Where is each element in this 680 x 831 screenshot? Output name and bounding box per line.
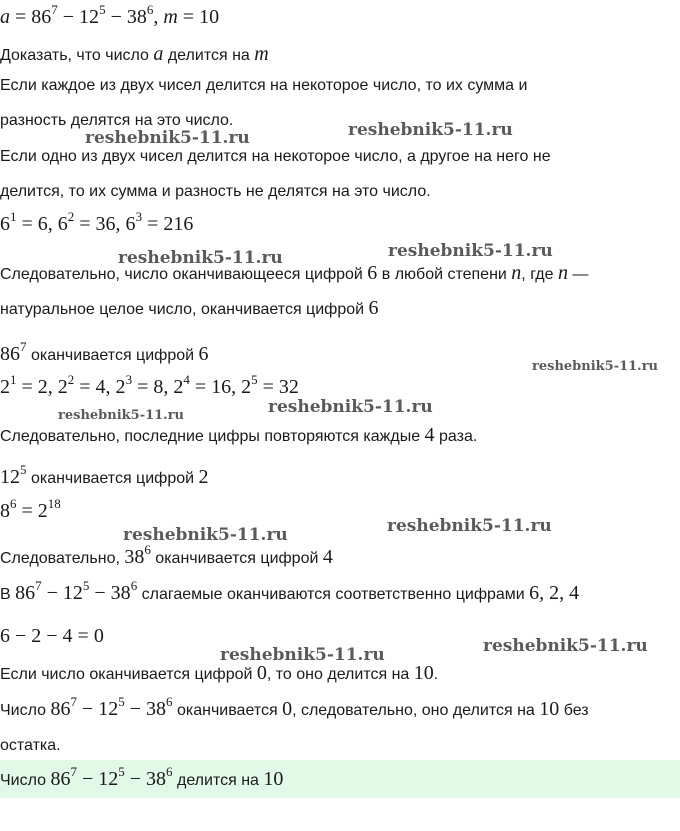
watermark: reshebnik5-11.ru bbox=[118, 248, 283, 268]
digit-difference: 6 − 2 − 4 = 0 bbox=[0, 625, 104, 647]
rule-nondiv-line-1: Если одно из двух чисел делится на некоторое число, а другое на него не bbox=[0, 148, 551, 165]
watermark: reshebnik5-11.ru bbox=[532, 359, 659, 374]
final-answer: Число $86^7 - 12^5 - 38^6$ делится на 10 bbox=[0, 764, 284, 790]
task-statement: Доказать, что число a делится на m bbox=[0, 43, 269, 65]
conclusion-line-2: остатка. bbox=[0, 737, 61, 754]
watermark: reshebnik5-11.ru bbox=[387, 516, 552, 536]
two-cycle-conclusion: Следовательно, последние цифры повторяются каждые 4 раза. bbox=[0, 424, 478, 446]
watermark: reshebnik5-11.ru bbox=[268, 397, 433, 417]
powers-of-six: $6^1 = 6$, $6^2 = 36$, $6^3 = 216$ bbox=[0, 209, 194, 235]
watermark: reshebnik5-11.ru bbox=[348, 120, 513, 140]
rule-sum-line-2: разность делятся на это число. bbox=[0, 112, 234, 129]
watermark: reshebnik5-11.ru bbox=[388, 241, 553, 261]
powers-of-two: $2^1 = 2$, $2^2 = 4$, $2^3 = 8$, $2^4 = 16$, $2^5 = 32$ bbox=[0, 372, 299, 398]
watermark: reshebnik5-11.ru bbox=[220, 645, 385, 665]
twelve-last-digit: $12^5$ оканчивается цифрой 2 bbox=[0, 462, 209, 488]
rule-nondiv-line-2: делится, то их сумма и разность не делятся на это число. bbox=[0, 183, 431, 200]
conclusion-line-1: Число $86^7 - 12^5 - 38^6$ оканчивается 0, следовательно, оно делится на 10 без bbox=[0, 694, 589, 720]
terms-last-digits: В $86^7 - 12^5 - 38^6$ слагаемые оканчиваются соответственно цифрами 6, 2, 4 bbox=[0, 578, 580, 604]
six-conclusion-line-2: натуральное целое число, оканчивается цифрой 6 bbox=[0, 297, 379, 319]
eighty-six-last-digit: $86^7$ оканчивается цифрой 6 bbox=[0, 339, 209, 365]
divisible-by-ten-rule: Если число оканчивается цифрой 0, то оно делится на 10. bbox=[0, 662, 439, 684]
rule-sum-line-1: Если каждое из двух чисел делится на некоторое число, то их сумма и bbox=[0, 77, 528, 94]
watermark: reshebnik5-11.ru bbox=[123, 525, 288, 545]
thirty-eight-last-digit: Следовательно, $38^6$ оканчивается цифрой 4 bbox=[0, 542, 333, 568]
watermark: reshebnik5-11.ru bbox=[85, 128, 250, 148]
watermark: reshebnik5-11.ru bbox=[483, 636, 648, 656]
six-conclusion-line-1: Следовательно, число оканчивающееся цифрой 6 в любой степени n, где n — bbox=[0, 262, 589, 284]
eight-power-identity: $8^6 = 2^{18}$ bbox=[0, 496, 61, 522]
watermark: reshebnik5-11.ru bbox=[58, 408, 185, 423]
given-expression: $a = 86^7 - 12^5 - 38^6$, m = 10 bbox=[0, 2, 220, 28]
